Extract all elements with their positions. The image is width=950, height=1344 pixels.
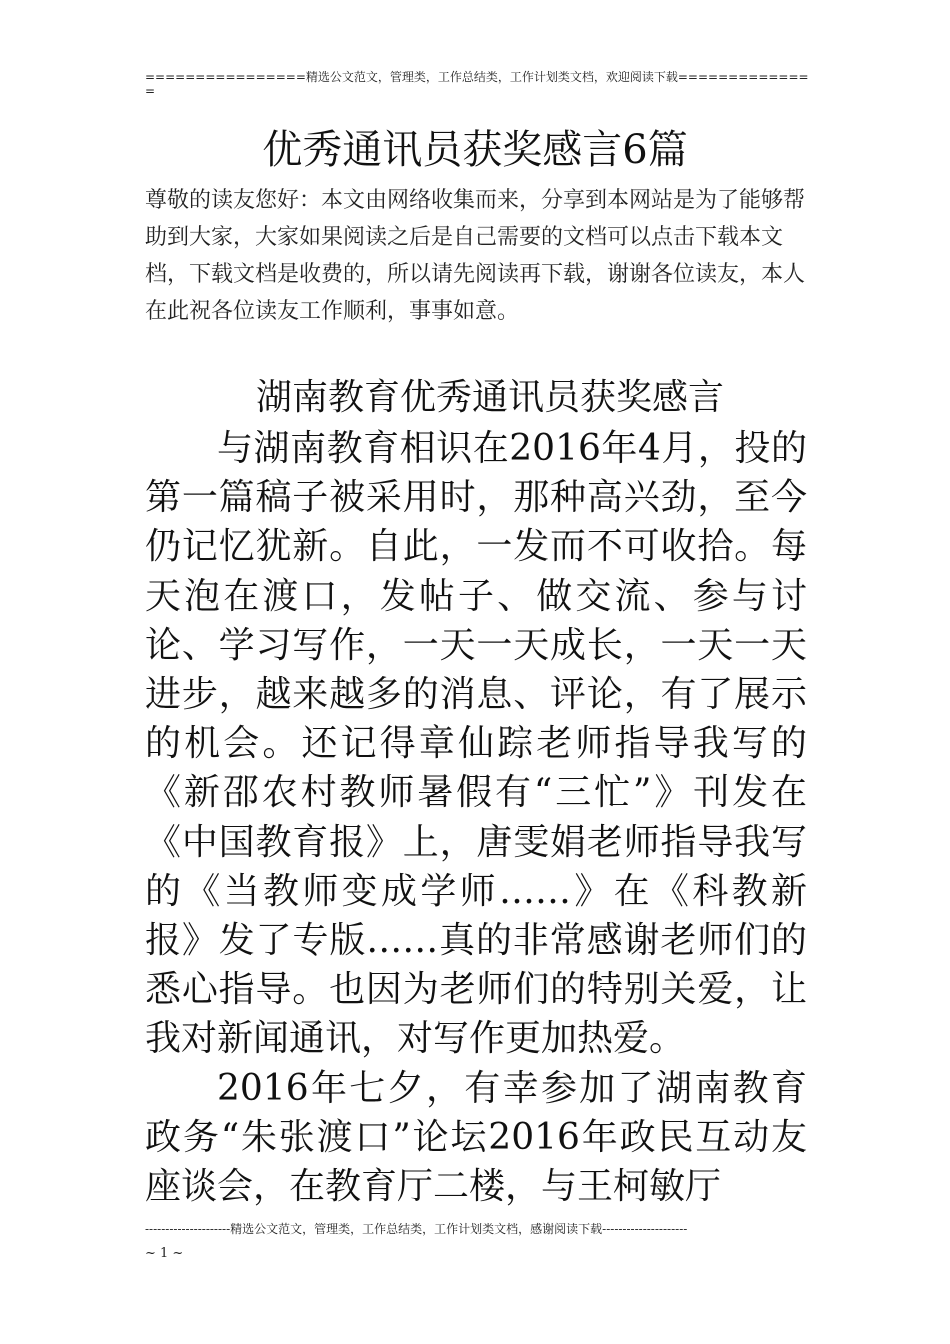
paragraph: 2016年七夕，有幸参加了湖南教育政务“朱张渡口”论坛2016年政民互动友座谈会，在教育厅二楼，与王柯敏厅 [145, 1067, 807, 1208]
body-text [145, 424, 807, 1211]
reader-notice: 尊敬的读友您好：本文由网络收集而来，分享到本网站是为了能够帮助到大家，大家如果阅读之后是自己需要的文档可以点击下载本文档，下载文档是收费的，所以请先阅读再下载，谢谢各位读友，本人在此祝各位读友工作顺利，事事如意。 [145, 188, 806, 324]
document-title: 优秀通讯员获奖感言6篇 [262, 127, 688, 173]
section-title: 湖南教育优秀通讯员获奖感言 [255, 377, 724, 418]
paragraph: 与湖南教育相识在2016年4月，投的第一篇稿子被采用时，那种高兴劲，至今仍记忆犹新。自此，一发而不可收拾。每天泡在渡口，发帖子、做交流、参与讨论、学习写作，一天一天成长，一天一天进步，越来越多的消息、评论，有了展示的机会。还记得章仙踪老师指导我写的《新邵农村教师暑假有“三忙”》刊发在《中国教育报》上，唐雯娟老师指导我写的《当教师变成学师……》在《科教新报》发了专版……真的非常感谢老师们的悉心指导。也因为老师们的特别关爱，让我对新闻通讯，对写作更加热爱。 [145, 428, 807, 1060]
page-number: ~ 1 ~ [145, 1246, 184, 1261]
page-header: ================精选公文范文，管理类，工作总结类，工作计划类文档，欢迎阅读下载============== [145, 70, 809, 98]
page-footer: ---------------------精选公文范文，管理类，工作总结类，工作计划类文档，感谢阅读下载--------------------- [145, 1222, 688, 1236]
